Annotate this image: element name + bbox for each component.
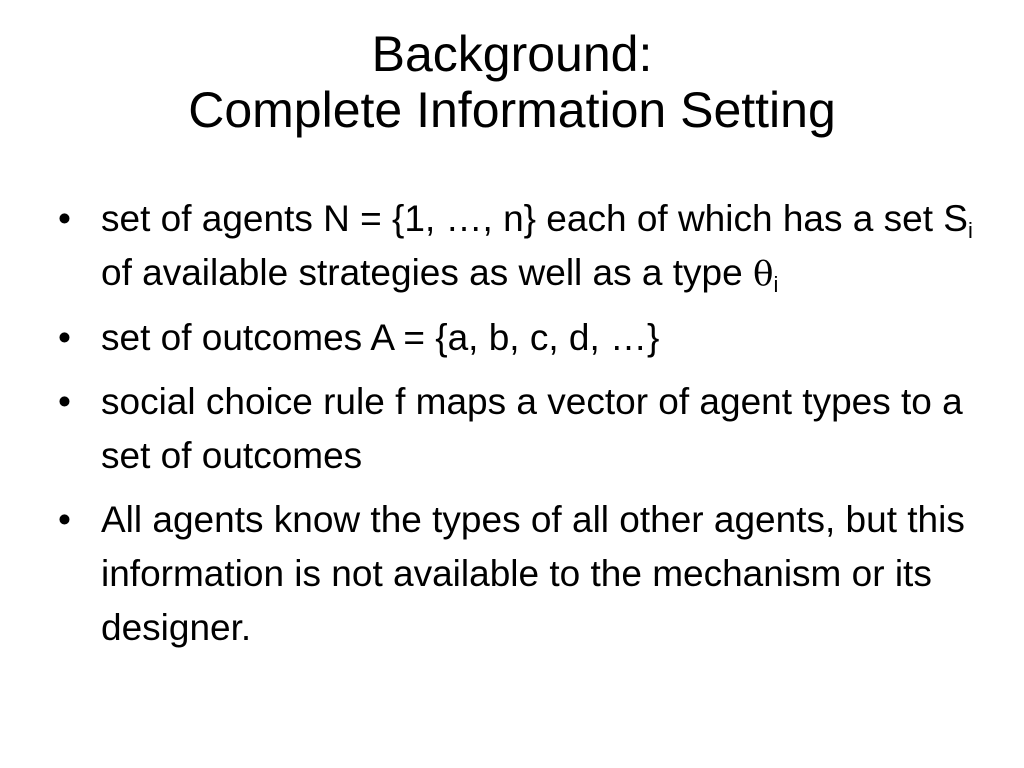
bullet-item-knowledge — [58, 493, 978, 655]
bullet-list — [58, 192, 978, 665]
title-line-2: Complete Information Setting — [188, 82, 836, 138]
strategy-subscript: i — [967, 218, 973, 243]
bullet-icon: • — [58, 381, 71, 422]
bullet-text-knowledge: All agents know the types of all other agents, but this information is not available to the mechanism or its designer. — [101, 499, 965, 648]
bullet-text-social-choice: social choice rule f maps a vector of agent types to a set of outcomes — [101, 381, 963, 476]
theta-symbol: θ — [752, 254, 774, 294]
bullet-text-outcomes: set of outcomes A = {a, b, c, d, …} — [101, 317, 660, 358]
bullet-text-agents-part1: set of agents N = {1, …, n} each of which has a set S — [101, 198, 968, 239]
bullet-item-social-choice — [58, 375, 978, 483]
bullet-item-outcomes — [58, 311, 978, 365]
slide-title — [0, 26, 1024, 138]
bullet-icon: • — [58, 499, 71, 540]
bullet-text-agents-part2: of available strategies as well as a type — [101, 252, 753, 293]
bullet-item-agents — [58, 192, 978, 301]
bullet-icon: • — [58, 198, 71, 239]
bullet-icon: • — [58, 317, 71, 358]
type-subscript: i — [773, 272, 779, 297]
title-line-1: Background: — [371, 26, 653, 82]
